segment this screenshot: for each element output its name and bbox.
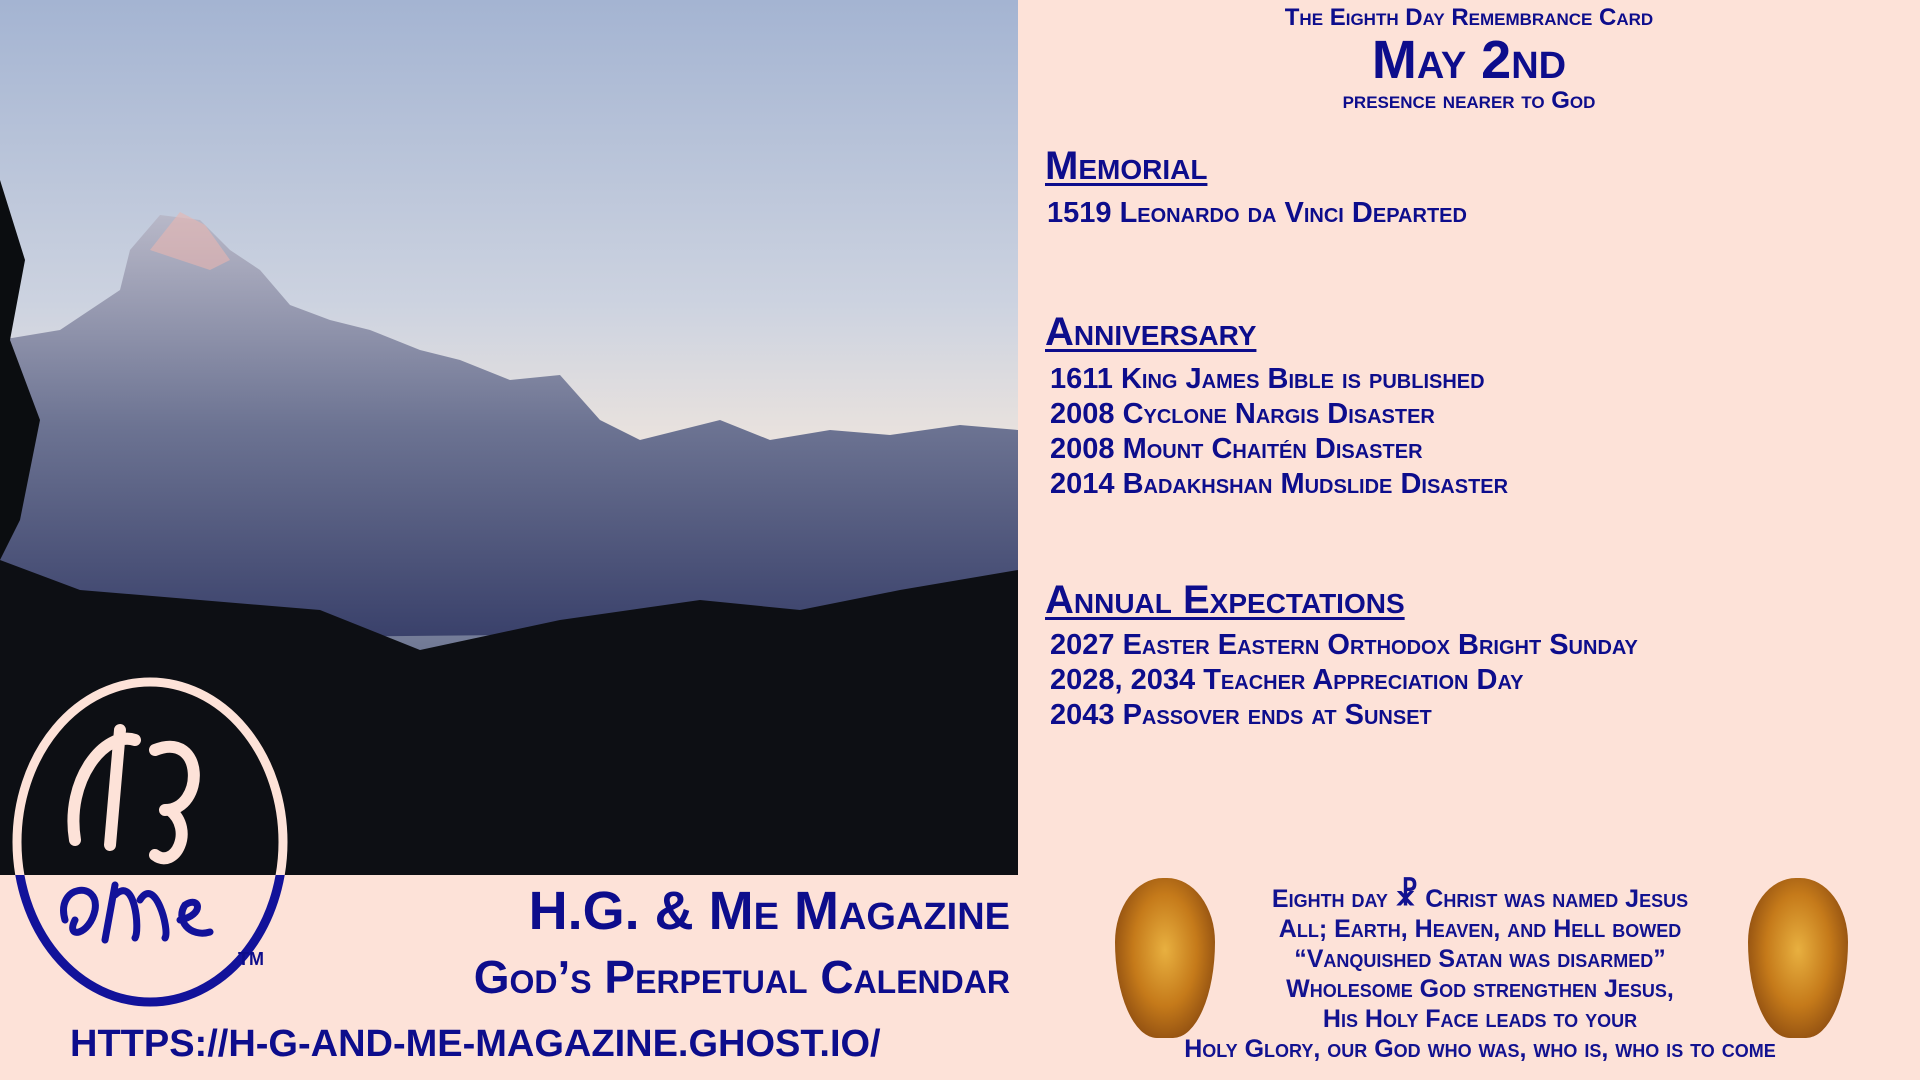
trademark: TM [238, 949, 264, 969]
calendar-tagline: God’s Perpetual Calendar [473, 951, 1010, 1003]
anniversary-item: 2008 Cyclone Nargis Disaster [1050, 398, 1435, 430]
poem-line: “Vanquished Satan was disarmed” [1294, 945, 1666, 973]
annual-item: 2043 Passover ends at Sunset [1050, 699, 1432, 731]
poem-line: Wholesome God strengthen Jesus, [1286, 975, 1674, 1003]
date-subtitle: presence nearer to God [1342, 87, 1596, 114]
memorial-heading: Memorial [1045, 144, 1208, 188]
anniversary-item: 1611 King James Bible is published [1050, 363, 1485, 395]
poem-line: His Holy Face leads to your [1322, 1005, 1638, 1033]
anniversary-heading: Anniversary [1045, 310, 1257, 354]
anniversary-item: 2008 Mount Chaitén Disaster [1050, 433, 1423, 465]
poem-line: Holy Glory, our God who was, who is, who is to come [1184, 1035, 1776, 1063]
card-title: The Eighth Day Remembrance Card [1284, 4, 1654, 31]
memorial-item: 1519 Leonardo da Vinci Departed [1047, 197, 1467, 229]
annual-item: 2028, 2034 Teacher Appreciation Day [1050, 664, 1524, 696]
poem-line: All; Earth, Heaven, and Hell bowed [1278, 915, 1682, 943]
poem-line1-start: Eighth day [1271, 885, 1388, 913]
magazine-name: H.G. & Me Magazine [528, 881, 1010, 941]
poem-line [1100, 879, 1860, 914]
annual-expectations-heading: Annual Expectations [1045, 578, 1405, 622]
anniversary-item: 2014 Badakhshan Mudslide Disaster [1050, 468, 1509, 500]
annual-item: 2027 Easter Eastern Orthodox Bright Sunday [1050, 629, 1638, 661]
date-title: May 2nd [1371, 30, 1567, 90]
chi-rho-icon: ☧ [1394, 879, 1419, 912]
poem-line1-end: Christ was named Jesus [1425, 885, 1689, 913]
magazine-url-link[interactable]: HTTPS://H-G-AND-ME-MAGAZINE.GHOST.IO/ [70, 1023, 881, 1065]
